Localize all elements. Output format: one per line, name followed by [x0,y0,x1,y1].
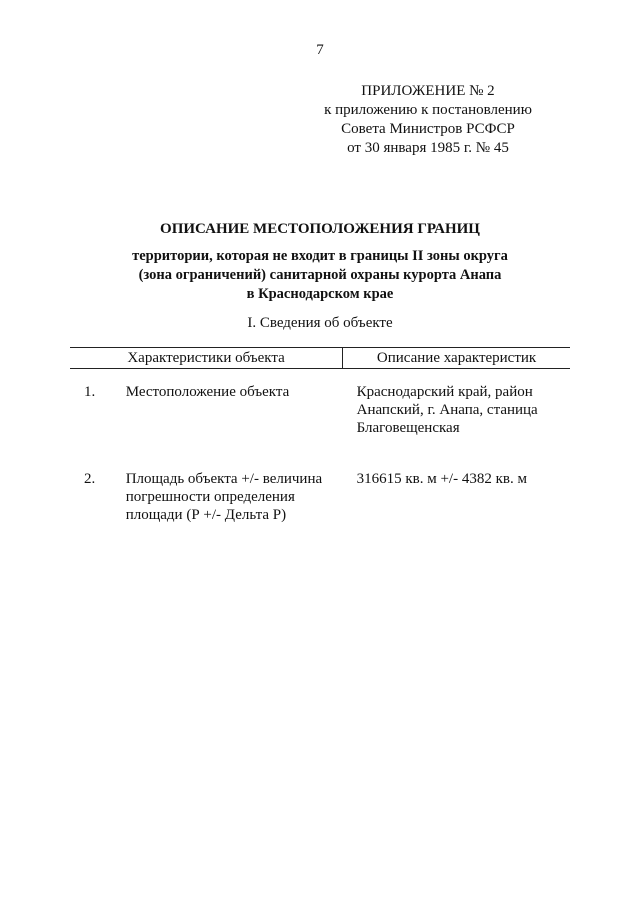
page-number: 7 [316,42,324,58]
row-value-line: Анапский, г. Анапа, станица [356,402,538,418]
row-name [126,437,343,524]
table-header-row [70,348,570,369]
header-description: Описание характеристик [343,348,570,369]
document-title: ОПИСАНИЕ МЕСТОПОЛОЖЕНИЯ ГРАНИЦ [160,221,480,237]
subtitle-line-1: территории, которая не входит в границы II зоны округа [132,248,508,264]
row-number: 2. [84,471,96,487]
subtitle-line-3: в Краснодарском крае [246,286,394,302]
row-value-line: 316615 кв. м +/- 4382 кв. м [356,471,527,487]
row-name-line: Площадь объекта +/- величина [125,471,323,487]
document-subtitle [0,247,640,304]
row-value-line: Благовещенская [356,420,460,436]
section-heading: I. Сведения об объекте [247,315,393,331]
appendix-label: ПРИЛОЖЕНИЕ № 2 [361,83,495,99]
table-row [70,369,570,438]
subtitle-line-2: (зона ограничений) санитарной охраны курорта Анапа [138,267,502,283]
row-name-line: погрешности определения [125,489,295,505]
row-value-line: Краснодарский край, район [356,384,533,400]
appendix-date: от 30 января 1985 г. № 45 [347,140,509,156]
object-info-table [70,347,570,524]
row-name-line: Местоположение объекта [125,384,290,400]
header-characteristics: Характеристики объекта [70,348,343,369]
row-name [126,369,343,438]
appendix-reference: к приложению к постановлению [324,102,532,118]
appendix-header [298,82,558,158]
row-value [343,437,570,524]
table-row [70,437,570,524]
row-number: 1. [84,384,96,400]
appendix-issuer: Совета Министров РСФСР [341,121,515,137]
row-value [343,369,570,438]
row-name-line: площади (Р +/- Дельта Р) [125,507,287,523]
